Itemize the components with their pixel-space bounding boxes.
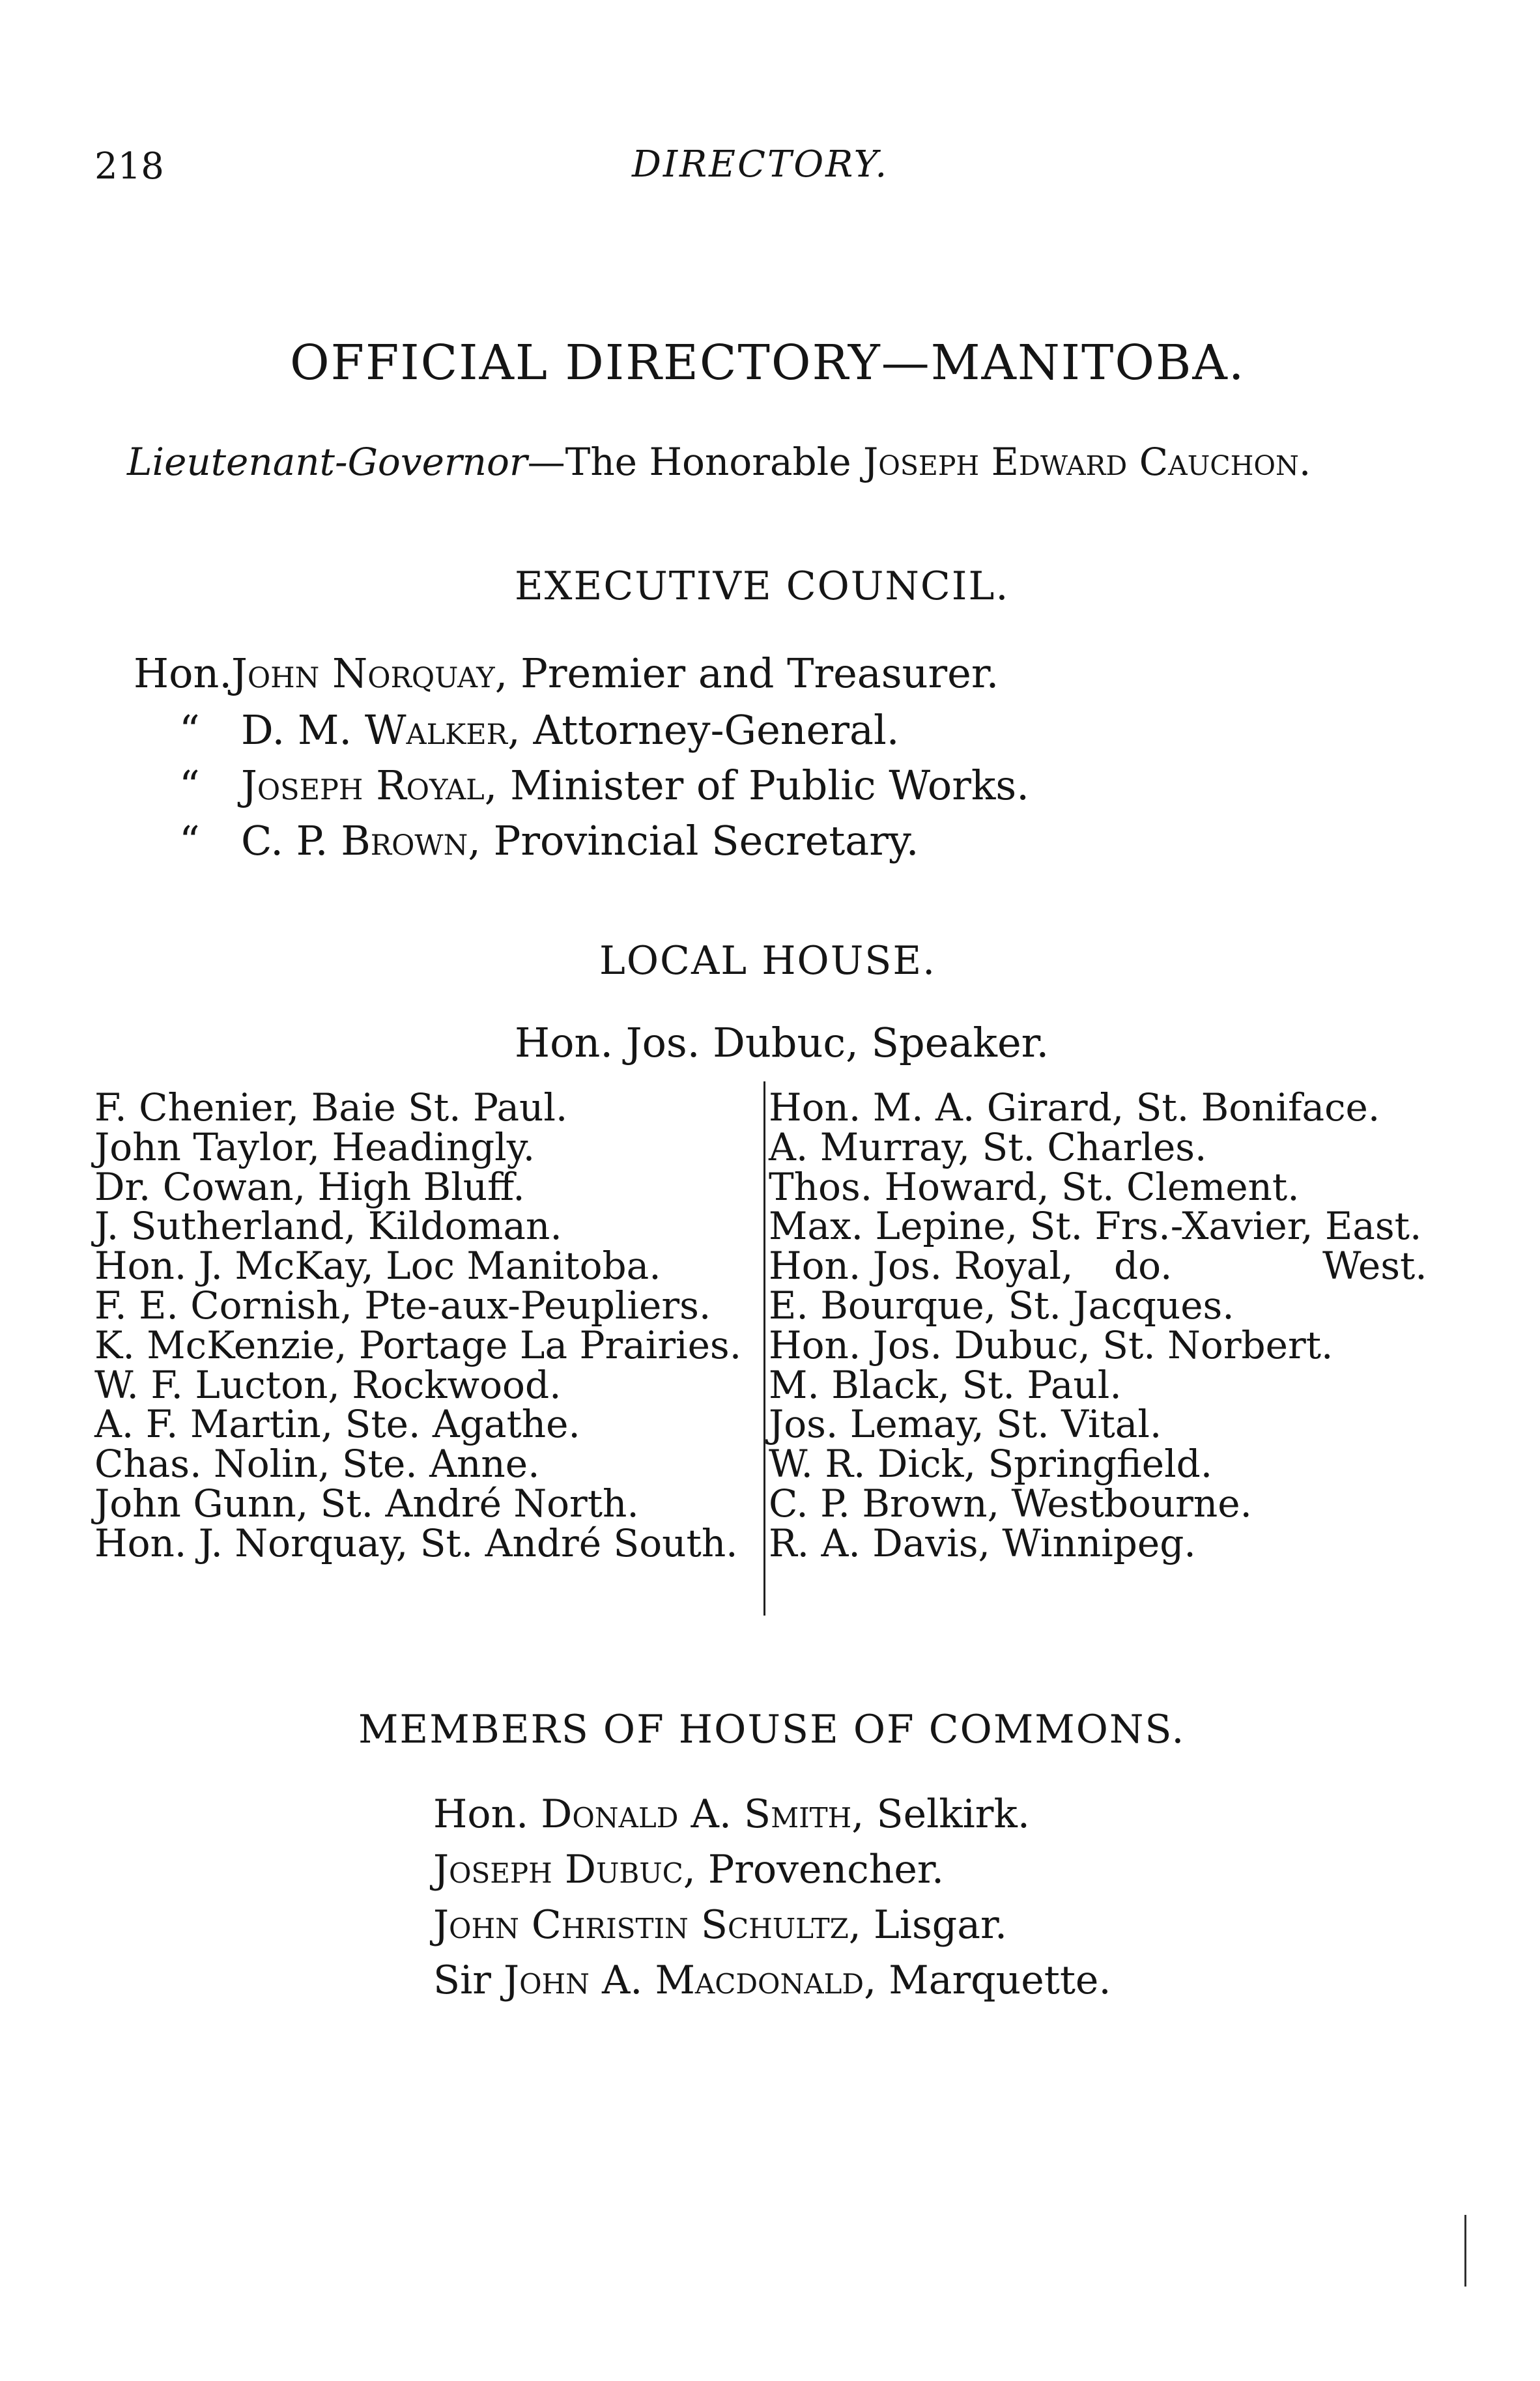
ditto-word: do. [1114,1244,1173,1289]
member-name: Hon. Jos. Royal, [769,1244,1074,1289]
member-name: John A. Macdonald, [504,1958,877,2003]
commons-member [433,1791,1030,1837]
member-name: Joseph Royal, [241,762,498,809]
running-title: DIRECTORY. [632,143,889,186]
member-prefix: Hon. [433,1791,541,1837]
member-entry: E. Bourque, St. Jacques. [769,1283,1234,1328]
lieutenant-governor-line [127,440,1311,484]
commons-member [433,1847,945,1892]
member-office: Premier and Treasurer. [507,649,999,697]
lieutenant-governor-dash: —The Honorable [527,440,863,484]
member-entry: F. E. Cornish, Pte-aux-Peupliers. [94,1283,711,1328]
speaker-line: Hon. Jos. Dubuc, Speaker. [515,1019,1049,1066]
member-name: Joseph Dubuc, [433,1847,696,1892]
member-office: Minister of Public Works. [497,762,1029,809]
member-name: Donald A. Smith, [541,1791,864,1837]
member-entry: Hon. J. McKay, Loc Manitoba. [94,1244,661,1289]
member-entry: Hon. M. A. Girard, St. Boniface. [769,1085,1380,1130]
member-entry: A. F. Martin, Ste. Agathe. [94,1402,580,1447]
member-name: D. M. Walker, [241,706,520,754]
commons-heading: MEMBERS OF HOUSE OF COMMONS. [358,1707,1186,1752]
lieutenant-governor-label: Lieutenant-Governor [127,440,528,484]
member-riding: Provencher. [695,1847,945,1892]
member-entry: John Taylor, Headingly. [94,1124,535,1169]
member-entry [769,1244,1427,1289]
member-entry: Max. Lepine, St. Frs.-Xavier, East. [769,1204,1422,1249]
member-name: C. P. Brown, [241,817,481,864]
member-entry: Hon. J. Norquay, St. André South. [94,1520,738,1565]
local-house-heading: LOCAL HOUSE. [599,938,937,984]
member-entry: K. McKenzie, Portage La Prairies. [94,1322,742,1367]
member-riding: West. [1322,1244,1427,1289]
member-entry: F. Chenier, Baie St. Paul. [94,1085,568,1130]
member-riding: Lisgar. [861,1902,1008,1948]
commons-member [433,1902,1008,1948]
page-number: 218 [94,145,164,188]
member-entry: W. R. Dick, Springfield. [769,1442,1213,1487]
commons-member [433,1958,1111,2003]
page-title: OFFICIAL DIRECTORY—MANITOBA. [290,335,1246,391]
member-entry: Jos. Lemay, St. Vital. [769,1402,1162,1447]
executive-council-heading: EXECUTIVE COUNCIL. [515,563,1010,609]
member-entry: M. Black, St. Paul. [769,1362,1122,1407]
local-house-right-column [769,1085,1427,1565]
member-riding: Marquette. [876,1958,1111,2003]
member-entry: Dr. Cowan, High Bluff. [94,1164,525,1209]
member-entry: J. Sutherland, Kildoman. [94,1204,562,1249]
executive-member [134,649,999,697]
member-entry: C. P. Brown, Westbourne. [769,1481,1252,1526]
ditto-mark: “ [179,817,200,864]
member-entry: Chas. Nolin, Ste. Anne. [94,1442,540,1487]
executive-member [179,817,919,864]
member-name: John Christin Schultz, [433,1902,861,1948]
lieutenant-governor-name: Joseph Edward Cauchon. [863,440,1311,484]
member-office: Attorney-General. [520,706,900,754]
executive-member [179,762,1029,809]
member-entry: W. F. Lucton, Rockwood. [94,1362,562,1407]
member-riding: Selkirk. [864,1791,1030,1837]
member-entry: A. Murray, St. Charles. [769,1124,1207,1169]
executive-member [179,706,900,754]
margin-mark [1464,2215,1466,2287]
member-entry: Hon. Jos. Dubuc, St. Norbert. [769,1322,1333,1367]
member-name: John Norquay, [231,649,508,697]
local-house-left-column [94,1085,742,1565]
ditto-mark: “ [179,706,200,754]
member-prefix: Sir [433,1958,504,2003]
member-entry: R. A. Davis, Winnipeg. [769,1520,1196,1565]
member-entry: Thos. Howard, St. Clement. [769,1164,1300,1209]
member-entry: John Gunn, St. André North. [94,1481,639,1526]
column-divider [763,1081,765,1616]
ditto-mark: “ [179,762,200,809]
member-prefix: Hon. [134,649,233,697]
member-office: Provincial Secretary. [480,817,919,864]
